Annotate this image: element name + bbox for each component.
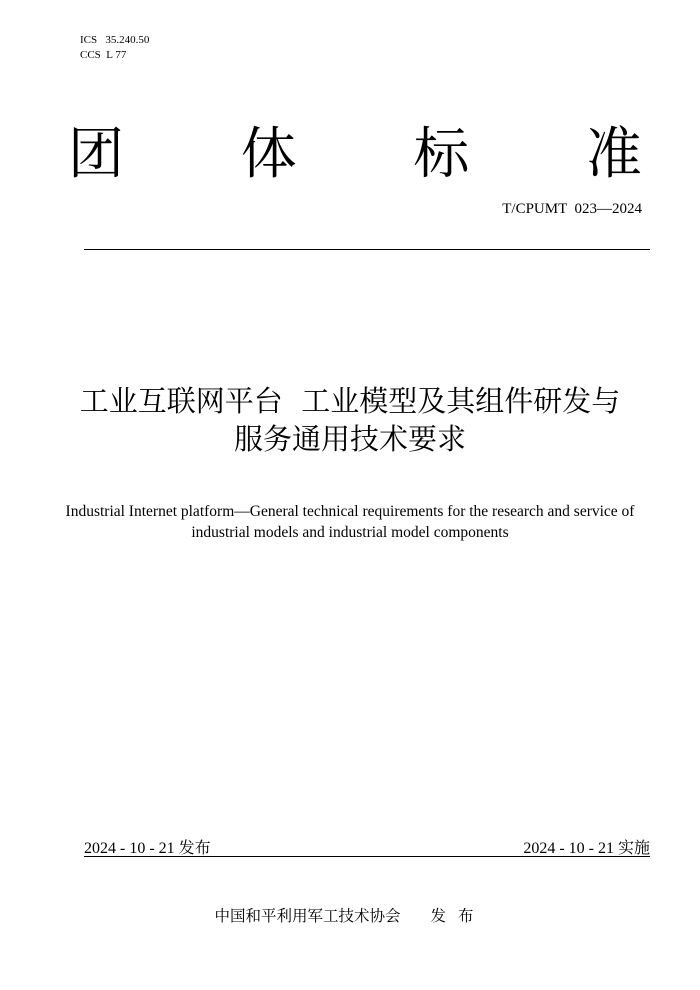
standard-type-char: 团 — [68, 122, 124, 187]
classification-codes — [80, 33, 149, 63]
standard-number: T/CPUMT 023—2024 — [502, 201, 642, 217]
standard-type-char: 体 — [240, 122, 297, 187]
english-title: Industrial Internet platform—General technical requirements for the research and service of industrial models and industrial model components — [65, 503, 635, 541]
top-divider — [84, 249, 650, 250]
standard-type-heading — [68, 120, 642, 190]
issuer-line — [0, 904, 700, 926]
standard-type-char: 标 — [413, 122, 470, 187]
chinese-title-line: 工业互联网平台 工业模型及其组件研发与 — [79, 384, 621, 418]
issuing-organization: 中国和平利用军工技术协会 — [214, 907, 401, 925]
chinese-title-line: 服务通用技术要求 — [233, 422, 466, 456]
bottom-divider — [84, 856, 650, 857]
ics-code: ICS 35.240.50 — [80, 34, 150, 46]
ccs-code: CCS L 77 — [80, 49, 127, 61]
issue-action: 发布 — [430, 907, 486, 925]
implementation-date: 2024 - 10 - 21 实施 — [523, 840, 650, 857]
issue-date: 2024 - 10 - 21 发布 — [84, 840, 211, 857]
standard-type-char: 准 — [585, 122, 642, 187]
chinese-title — [40, 382, 660, 458]
